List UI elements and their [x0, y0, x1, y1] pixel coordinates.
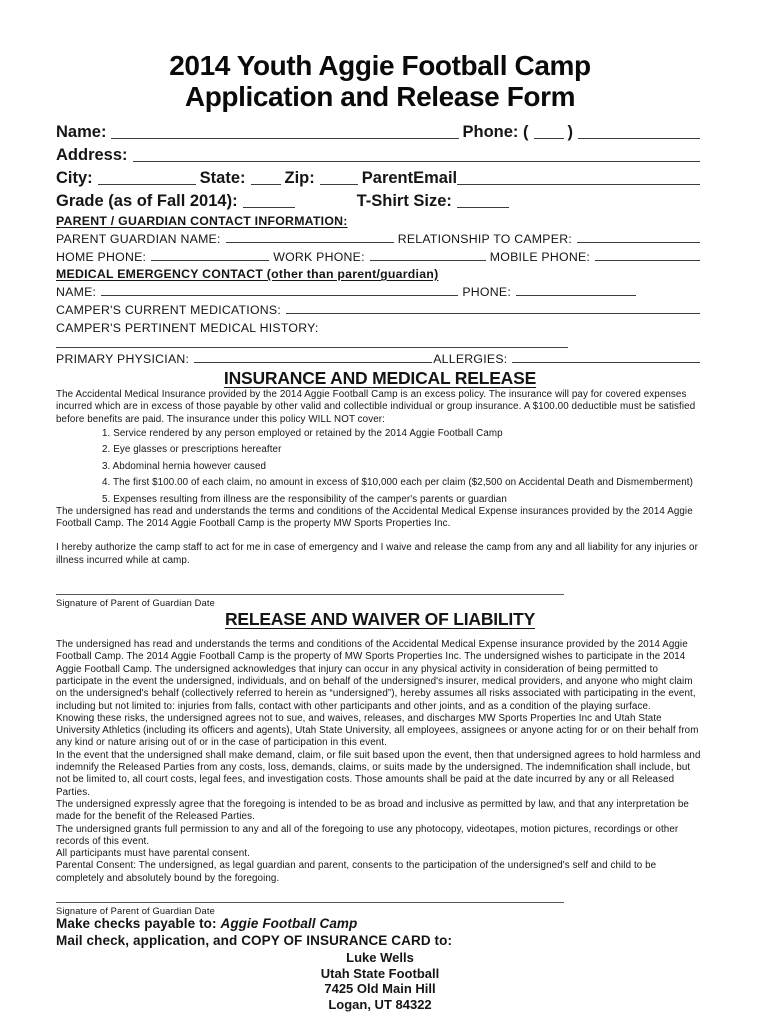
guardian-section-heading: PARENT / GUARDIAN CONTACT INFORMATION:: [56, 214, 348, 228]
city-label: City:: [56, 169, 93, 187]
mobile-phone-label: MOBILE PHONE:: [489, 250, 591, 264]
title-line-1: 2014 Youth Aggie Football Camp: [169, 50, 591, 81]
parent-guardian-name-input-line[interactable]: [226, 241, 394, 243]
relationship-label: RELATIONSHIP TO CAMPER:: [397, 232, 572, 246]
tshirt-size-label: T-Shirt Size:: [356, 192, 452, 210]
list-item: 1. Service rendered by any person employed or retained by the 2014 Aggie Football Camp: [102, 427, 503, 439]
physician-input-line[interactable]: [194, 361, 432, 363]
phone-number-input-line[interactable]: [578, 137, 700, 139]
parent-email-input-line[interactable]: [457, 183, 700, 185]
emergency-name-input-line[interactable]: [101, 294, 458, 296]
emergency-name-label: NAME:: [56, 285, 97, 299]
name-label: Name:: [56, 123, 107, 141]
grade-tshirt-row: [56, 188, 704, 211]
list-item: 5. Expenses resulting from illness are the responsibility of the camper's parents or guardian: [102, 493, 507, 505]
phone-area-input-line[interactable]: [534, 137, 564, 139]
medications-row: [56, 299, 704, 317]
signature-label-waiver: Signature of Parent of Guardian Date: [56, 906, 215, 917]
grade-tshirt-gap: [299, 210, 357, 211]
phone-paren-close-label: ): [567, 123, 573, 141]
address-line-org: Utah State Football: [320, 965, 440, 981]
waiver-paragraph: In the event that the undersigned shall make demand, claim, or file suit based upon the event, then that undersigned agrees to hold harmless and indemnify the Released Parties from any costs, loss, demands, claims, or suits made by the undersigned. The indemnification shall include, but not be limited to, all court costs, legal fees, and investigation costs. Those amounts shall be paid at the date incurred by any or all Released Parties.: [56, 749, 701, 798]
signature-label-insurance: Signature of Parent of Guardian Date: [56, 598, 215, 609]
tshirt-size-input-line[interactable]: [457, 206, 509, 208]
allergies-label: ALLERGIES:: [433, 352, 508, 366]
guardian-phones-row: [56, 246, 704, 264]
waiver-paragraph: The undersigned expressly agree that the foregoing is intended to be as broad and inclusive as permitted by law, and that any interpretation be made for the benefit of the Released Parties.: [56, 798, 689, 823]
physician-label: PRIMARY PHYSICIAN:: [56, 352, 190, 366]
insurance-section-heading: [56, 368, 704, 389]
camper-info-section: [56, 119, 704, 211]
city-state-zip-row: [56, 165, 704, 188]
physician-allergies-row: [56, 348, 704, 366]
medical-history-label: CAMPER'S PERTINENT MEDICAL HISTORY:: [56, 321, 319, 335]
insurance-heading-text: INSURANCE AND MEDICAL RELEASE: [223, 368, 537, 388]
work-phone-label: WORK PHONE:: [273, 250, 365, 264]
emergency-name-row: [56, 281, 704, 299]
waiver-paragraph: The undersigned grants full permission to any and all of the foregoing to use any photocopy, videotapes, motion pictures, recordings or other records of this event.: [56, 823, 679, 847]
address-line-city: Logan, UT 84322: [328, 996, 432, 1012]
list-item: 3. Abdominal hernia however caused: [102, 460, 267, 472]
page-title: [56, 50, 704, 112]
address-line-name: Luke Wells: [346, 950, 414, 966]
state-input-line[interactable]: [251, 183, 281, 185]
mail-instruction-line: Mail check, application, and COPY OF INSURANCE CARD to:: [56, 932, 453, 948]
medical-emergency-heading: MEDICAL EMERGENCY CONTACT (other than parent/guardian): [56, 267, 439, 281]
insurance-terms-paragraph: The undersigned has read and understands the terms and conditions of the Accidental Medical Expense insurances provided by the 2014 Aggie Football Camp. The 2014 Aggie Football Camp is the property MW Sports Properties Inc.: [56, 505, 693, 530]
medications-label: CAMPER'S CURRENT MEDICATIONS:: [56, 303, 282, 317]
grade-label: Grade (as of Fall 2014):: [56, 192, 238, 210]
insurance-intro-paragraph: The Accidental Medical Insurance provided by the 2014 Aggie Football Camp is an excess policy. The insurance will pay for covered expenses incurred which are in excess of those payable by other valid and collectible individual or group insurance. A $100.00 deductible must be satisfied before benefits are paid. The insurance under this policy WILL NOT cover:: [56, 389, 696, 425]
guardian-name-row: [56, 228, 704, 246]
signature-line-insurance[interactable]: [56, 594, 564, 595]
emergency-phone-label: PHONE:: [462, 285, 511, 299]
waiver-paragraph: The undersigned has read and understands the terms and conditions of the Accidental Medical Expense insurance provided by the 2014 Aggie Football Camp. The 2014 Aggie Football Camp is the property of MW Sports Properties Inc. The undersigned wishes to participate in the 2014 Aggie Football Camp. The undersigned acknowledges that injury can occur in any physical activity in consideration of being permitted to participate in the event the undersigned, individuals, and on behalf of the undersigned's insurer, medical providers, and anyone who might claim on the undersigned's behalf (collectively referred to herein as “undersigned”), hereby assumes all risks associated with participating in the event, including but not limited to: injuries from falls, contact with other participants and other joints, and as a condition of the playing surface.: [56, 639, 696, 712]
mailing-address-block: [56, 950, 704, 1012]
mobile-phone-input-line[interactable]: [595, 259, 700, 261]
address-row: [56, 142, 704, 165]
checks-payable-label: Make checks payable to:: [56, 916, 221, 932]
waiver-heading-text: RELEASE AND WAIVER OF LIABILITY: [224, 609, 536, 630]
title-line-2: Application and Release Form: [184, 81, 576, 112]
medical-history-row: [56, 317, 704, 335]
emergency-row-end-gap: [640, 298, 704, 299]
home-phone-label: HOME PHONE:: [56, 250, 147, 264]
relationship-input-line[interactable]: [577, 241, 700, 243]
grade-input-line[interactable]: [243, 206, 295, 208]
insurance-exclusions-list: [102, 428, 704, 505]
phone-label: Phone: (: [462, 123, 529, 141]
list-item: 4. The first $100.00 of each claim, no amount in excess of $10,000 each per claim ($2,500 on Accidental Death and Dismemberment): [102, 477, 693, 489]
name-input-line[interactable]: [111, 137, 458, 139]
medications-input-line[interactable]: [286, 312, 700, 314]
work-phone-input-line[interactable]: [370, 259, 486, 261]
medical-history-input-line[interactable]: [56, 335, 568, 348]
waiver-paragraph: All participants must have parental consent.: [56, 848, 250, 860]
state-label: State:: [199, 169, 246, 187]
zip-input-line[interactable]: [320, 183, 358, 185]
waiver-paragraph: Parental Consent: The undersigned, as legal guardian and parent, consents to the participation of the undersigned's self and child to be completely and absolutely bound by the foregoing.: [56, 860, 657, 884]
address-input-line[interactable]: [133, 160, 700, 162]
checks-payee: Aggie Football Camp: [220, 916, 358, 932]
address-label: Address:: [56, 146, 128, 164]
address-line-street: 7425 Old Main Hill: [324, 981, 436, 997]
parent-email-label: ParentEmail: [361, 169, 458, 187]
city-input-line[interactable]: [98, 183, 196, 185]
list-item: 2. Eye glasses or prescriptions hereafter: [102, 444, 282, 456]
waiver-section-heading: [56, 609, 704, 630]
waiver-paragraph: Knowing these risks, the undersigned agrees not to sue, and waives, releases, and discharges MW Sports Properties Inc and Utah State University Athletics (including its officers and agents), Utah State University, all employees, assignees or anyone acting for or on their behalf from any kind or nature arising out of or in the case of participation in this event.: [56, 712, 699, 749]
home-phone-input-line[interactable]: [151, 259, 269, 261]
zip-label: Zip:: [284, 169, 315, 187]
name-phone-row: [56, 119, 704, 142]
checks-payable-line: [56, 916, 704, 933]
allergies-input-line[interactable]: [512, 361, 700, 363]
parent-guardian-name-label: PARENT GUARDIAN NAME:: [56, 232, 221, 246]
signature-line-waiver[interactable]: [56, 902, 564, 903]
authorization-paragraph: I hereby authorize the camp staff to act for me in case of emergency and I waive and release the camp from any and all liability for any injuries or illness incurred while at camp.: [56, 542, 698, 566]
emergency-phone-input-line[interactable]: [516, 294, 636, 296]
waiver-body: [56, 639, 704, 885]
